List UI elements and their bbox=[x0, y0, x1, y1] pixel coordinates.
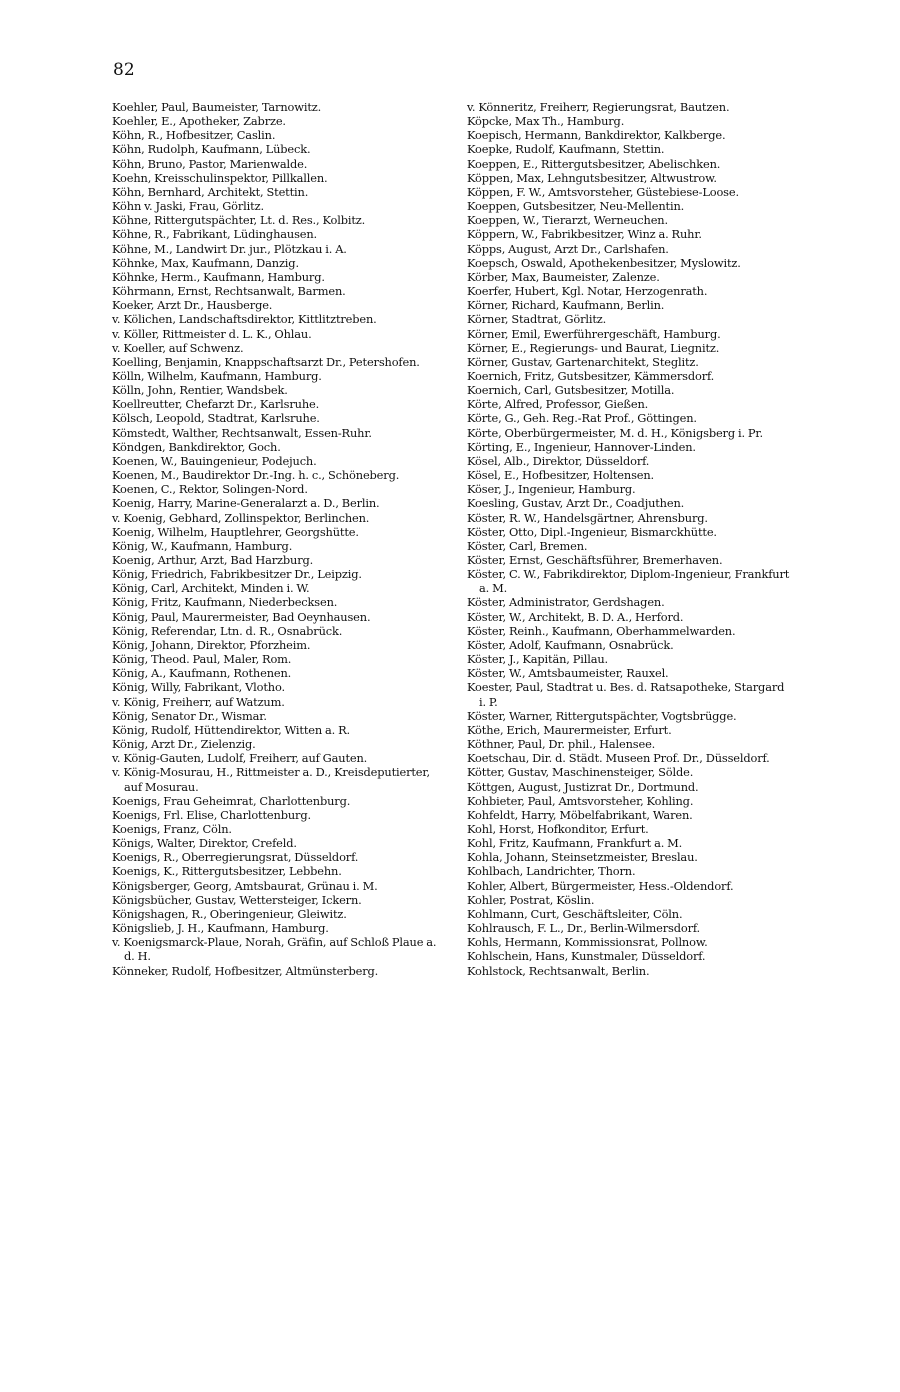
directory-entry: v. König-Gauten, Ludolf, Freiherr, auf Gauten. bbox=[112, 751, 368, 766]
directory-entry: König, Carl, Architekt, Minden i. W. bbox=[112, 581, 310, 596]
directory-entry: Koenigs, K., Rittergutsbesitzer, Lebbehn. bbox=[112, 864, 342, 879]
directory-entry: Koeker, Arzt Dr., Hausberge. bbox=[112, 298, 273, 313]
directory-entry: v. König-Mosurau, H., Rittmeister a. D., Kreisdeputierter, auf Mosurau. bbox=[112, 765, 430, 794]
directory-entry: Köppern, W., Fabrikbesitzer, Winz a. Ruhr. bbox=[467, 227, 702, 242]
directory-entry: Köhn, R., Hofbesitzer, Caslin. bbox=[112, 128, 276, 143]
right-column bbox=[467, 100, 792, 978]
directory-entry: König, Rudolf, Hüttendirektor, Witten a. R. bbox=[112, 722, 351, 737]
directory-entry: Koenigs, Franz, Cöln. bbox=[112, 821, 232, 836]
directory-entry: Königshagen, R., Oberingenieur, Gleiwitz. bbox=[112, 906, 347, 921]
directory-entry: Körner, E., Regierungs- und Baurat, Liegnitz. bbox=[467, 340, 720, 355]
directory-entry: Koepsch, Oswald, Apothekenbesitzer, Myslowitz. bbox=[467, 255, 741, 270]
directory-entry: Köster, Adolf, Kaufmann, Osnabrück. bbox=[467, 637, 674, 652]
directory-entry: Köhnke, Max, Kaufmann, Danzig. bbox=[112, 255, 299, 270]
directory-entry: Koenen, M., Baudirektor Dr.-Ing. h. c., Schöneberg. bbox=[112, 468, 400, 483]
directory-entry: Köhnke, Herm., Kaufmann, Hamburg. bbox=[112, 269, 325, 284]
directory-entry: Koernich, Carl, Gutsbesitzer, Motilla. bbox=[467, 383, 675, 398]
directory-entry: Koenigs, Frau Geheimrat, Charlottenburg. bbox=[112, 793, 351, 808]
directory-entry: König, W., Kaufmann, Hamburg. bbox=[112, 538, 293, 553]
directory-entry: Körner, Stadtrat, Görlitz. bbox=[467, 312, 607, 327]
directory-entry: Köster, Reinh., Kaufmann, Oberhammelwarden. bbox=[467, 623, 736, 638]
directory-entry: Koeppen, W., Tierarzt, Werneuchen. bbox=[467, 213, 668, 228]
directory-entry: Köttgen, August, Justizrat Dr., Dortmund. bbox=[467, 779, 699, 794]
directory-entry: Koehler, Paul, Baumeister, Tarnowitz. bbox=[112, 100, 322, 114]
directory-entry: Koester, Paul, Stadtrat u. Bes. d. Ratsapotheke, Stargard i. P. bbox=[467, 680, 785, 709]
directory-entry: Kohlschein, Hans, Kunstmaler, Düsseldorf. bbox=[467, 949, 706, 964]
left-column bbox=[112, 100, 437, 978]
directory-entry: Köhn, Bernhard, Architekt, Stettin. bbox=[112, 184, 309, 199]
directory-entry: König, Willy, Fabrikant, Vlotho. bbox=[112, 680, 285, 695]
directory-entry: Kohlbach, Landrichter, Thorn. bbox=[467, 864, 636, 879]
directory-entry: Köthner, Paul, Dr. phil., Halensee. bbox=[467, 737, 656, 752]
directory-entry: Kohlstock, Rechtsanwalt, Berlin. bbox=[467, 963, 650, 978]
directory-entry: Köpps, August, Arzt Dr., Carlshafen. bbox=[467, 241, 669, 256]
directory-entry: Köhne, Rittergutspächter, Lt. d. Res., Kolbitz. bbox=[112, 213, 366, 228]
directory-entry: v. Könneritz, Freiherr, Regierungsrat, Bautzen. bbox=[467, 100, 730, 114]
directory-entry: Königsberger, Georg, Amtsbaurat, Grünau i. M. bbox=[112, 878, 378, 893]
directory-entry: Körting, E., Ingenieur, Hannover-Linden. bbox=[467, 439, 696, 454]
directory-entry: Körte, Alfred, Professor, Gießen. bbox=[467, 397, 649, 412]
directory-entry: Kömstedt, Walther, Rechtsanwalt, Essen-Ruhr. bbox=[112, 425, 372, 440]
directory-entry: Kölln, Wilhelm, Kaufmann, Hamburg. bbox=[112, 368, 322, 383]
directory-entry: Kohls, Hermann, Kommissionsrat, Pollnow. bbox=[467, 935, 708, 950]
directory-entry: Könneker, Rudolf, Hofbesitzer, Altmünsterberg. bbox=[112, 963, 379, 978]
directory-entry: König, Fritz, Kaufmann, Niederbecksen. bbox=[112, 595, 338, 610]
directory-entry: Körte, Oberbürgermeister, M. d. H., Königsberg i. Pr. bbox=[467, 425, 763, 440]
directory-entry: Koellreutter, Chefarzt Dr., Karlsruhe. bbox=[112, 397, 320, 412]
directory-entry: Körner, Richard, Kaufmann, Berlin. bbox=[467, 298, 665, 313]
directory-entry: Koepke, Rudolf, Kaufmann, Stettin. bbox=[467, 142, 665, 157]
directory-entry: Köhne, M., Landwirt Dr. jur., Plötzkau i. A. bbox=[112, 241, 347, 256]
directory-entry: Körner, Gustav, Gartenarchitekt, Steglitz. bbox=[467, 354, 699, 369]
directory-entry: Koelling, Benjamin, Knappschaftsarzt Dr., Petershofen. bbox=[112, 354, 420, 369]
directory-entry: König, Arzt Dr., Zielenzig. bbox=[112, 737, 256, 752]
directory-entry: v. Kölichen, Landschaftsdirektor, Kittlitztreben. bbox=[112, 312, 377, 327]
directory-entry: Köster, C. W., Fabrikdirektor, Diplom-Ingenieur, Frankfurt a. M. bbox=[467, 567, 790, 596]
directory-entry: Kötter, Gustav, Maschinensteiger, Sölde. bbox=[467, 765, 694, 780]
directory-entry: Koehler, E., Apotheker, Zabrze. bbox=[112, 114, 286, 129]
directory-entry: Koenig, Arthur, Arzt, Bad Harzburg. bbox=[112, 553, 314, 567]
directory-entry: Koetschau, Dir. d. Städt. Museen Prof. Dr., Düsseldorf. bbox=[467, 751, 770, 766]
directory-entry: v. Koenigsmarck-Plaue, Norah, Gräfin, auf Schloß Plaue a. d. H. bbox=[112, 935, 437, 964]
directory-entry: Koeppen, Gutsbesitzer, Neu-Mellentin. bbox=[467, 199, 685, 214]
directory-entry: Königslieb, J. H., Kaufmann, Hamburg. bbox=[112, 921, 329, 936]
directory-entry: Köster, Carl, Bremen. bbox=[467, 538, 588, 553]
directory-entry: Köndgen, Bankdirektor, Goch. bbox=[112, 439, 281, 454]
directory-entry: Köppen, F. W., Amtsvorsteher, Güstebiese-Loose. bbox=[467, 184, 739, 199]
directory-entry: Koesling, Gustav, Arzt Dr., Coadjuthen. bbox=[467, 496, 685, 511]
directory-entry: Köppen, Max, Lehngutsbesitzer, Altwustrow. bbox=[467, 170, 717, 185]
directory-entry: Köster, W., Amtsbaumeister, Rauxel. bbox=[467, 666, 669, 681]
directory-entry: v. Köller, Rittmeister d. L. K., Ohlau. bbox=[112, 326, 312, 341]
directory-entry: Kohfeldt, Harry, Möbelfabrikant, Waren. bbox=[467, 807, 693, 822]
directory-entry: König, Paul, Maurermeister, Bad Oeynhausen. bbox=[112, 609, 371, 624]
directory-entry: Kohler, Postrat, Köslin. bbox=[467, 892, 595, 907]
directory-entry: König, Senator Dr., Wismar. bbox=[112, 708, 267, 723]
directory-entry: Köhn v. Jaski, Frau, Görlitz. bbox=[112, 199, 264, 214]
directory-entry: Köhrmann, Ernst, Rechtsanwalt, Barmen. bbox=[112, 284, 346, 299]
directory-entry: König, Theod. Paul, Maler, Rom. bbox=[112, 652, 292, 667]
directory-entry: Koepisch, Hermann, Bankdirektor, Kalkberge. bbox=[467, 128, 726, 143]
directory-entry: Köster, Otto, Dipl.-Ingenieur, Bismarckhütte. bbox=[467, 524, 717, 539]
directory-entry: Köser, J., Ingenieur, Hamburg. bbox=[467, 482, 636, 497]
directory-entry: König, Johann, Direktor, Pforzheim. bbox=[112, 637, 311, 652]
directory-entry: Koenen, W., Bauingenieur, Podejuch. bbox=[112, 453, 317, 468]
directory-entry: Köster, W., Architekt, B. D. A., Herford. bbox=[467, 609, 684, 624]
directory-entry: Köhn, Bruno, Pastor, Marienwalde. bbox=[112, 156, 308, 171]
directory-entry: Koenig, Wilhelm, Hauptlehrer, Georgshütte. bbox=[112, 524, 359, 539]
directory-entry: v. Koenig, Gebhard, Zollinspektor, Berlinchen. bbox=[112, 510, 370, 525]
directory-entry: Kohl, Fritz, Kaufmann, Frankfurt a. M. bbox=[467, 836, 683, 851]
directory-entry: v. Koeller, auf Schwenz. bbox=[112, 340, 244, 355]
directory-entry: Kohbieter, Paul, Amtsvorsteher, Kohling. bbox=[467, 793, 694, 808]
directory-entry: Kohler, Albert, Bürgermeister, Hess.-Oldendorf. bbox=[467, 878, 734, 893]
directory-entry: Kohla, Johann, Steinsetzmeister, Breslau. bbox=[467, 850, 698, 865]
directory-entry: Köhne, R., Fabrikant, Lüdinghausen. bbox=[112, 227, 318, 242]
directory-entry: Körner, Emil, Ewerführergeschäft, Hamburg. bbox=[467, 326, 721, 341]
directory-entry: Köster, R. W., Handelsgärtner, Ahrensburg. bbox=[467, 510, 708, 525]
directory-entry: Königsbücher, Gustav, Wettersteiger, Ickern. bbox=[112, 892, 362, 907]
directory-entry: König, A., Kaufmann, Rothenen. bbox=[112, 666, 292, 681]
directory-entry: Köster, Ernst, Geschäftsführer, Bremerhaven. bbox=[467, 553, 723, 567]
directory-entry: König, Friedrich, Fabrikbesitzer Dr., Leipzig. bbox=[112, 567, 362, 582]
directory-entry: Körber, Max, Baumeister, Zalenze. bbox=[467, 269, 660, 284]
directory-entry: Kölln, John, Rentier, Wandsbek. bbox=[112, 383, 288, 398]
directory-entry: Koehn, Kreisschulinspektor, Pillkallen. bbox=[112, 170, 328, 185]
directory-entry: Kösel, Alb., Direktor, Düsseldorf. bbox=[467, 453, 650, 468]
directory-entry: Körte, G., Geh. Reg.-Rat Prof., Göttingen. bbox=[467, 411, 697, 426]
directory-entry: Koenen, C., Rektor, Solingen-Nord. bbox=[112, 482, 308, 497]
directory-entry: Königs, Walter, Direktor, Crefeld. bbox=[112, 836, 297, 851]
directory-entry: Kölsch, Leopold, Stadtrat, Karlsruhe. bbox=[112, 411, 320, 426]
directory-entry: Kohlrausch, F. L., Dr., Berlin-Wilmersdorf. bbox=[467, 921, 701, 936]
directory-entry: Koenigs, R., Oberregierungsrat, Düsseldorf. bbox=[112, 850, 359, 865]
directory-entry: Koenig, Harry, Marine-Generalarzt a. D., Berlin. bbox=[112, 496, 380, 511]
directory-entry: Kösel, E., Hofbesitzer, Holtensen. bbox=[467, 468, 655, 483]
directory-entry: Köthe, Erich, Maurermeister, Erfurt. bbox=[467, 722, 672, 737]
directory-entry: Koenigs, Frl. Elise, Charlottenburg. bbox=[112, 807, 311, 822]
page-number: 82 bbox=[113, 60, 135, 80]
directory-entry: Koernich, Fritz, Gutsbesitzer, Kämmersdorf. bbox=[467, 368, 715, 383]
directory-entry: Koeppen, E., Rittergutsbesitzer, Abelischken. bbox=[467, 156, 721, 171]
directory-entry: v. König, Freiherr, auf Watzum. bbox=[112, 694, 285, 709]
directory-entry: Köpcke, Max Th., Hamburg. bbox=[467, 114, 625, 129]
directory-entry: Koerfer, Hubert, Kgl. Notar, Herzogenrath. bbox=[467, 284, 708, 299]
directory-entry: Köster, J., Kapitän, Pillau. bbox=[467, 652, 609, 667]
directory-entry: Kohl, Horst, Hofkonditor, Erfurt. bbox=[467, 821, 649, 836]
directory-entry: Köster, Administrator, Gerdshagen. bbox=[467, 595, 665, 610]
directory-entry: Köhn, Rudolph, Kaufmann, Lübeck. bbox=[112, 142, 311, 157]
directory-entry: König, Referendar, Ltn. d. R., Osnabrück. bbox=[112, 623, 343, 638]
directory-entry: Kohlmann, Curt, Geschäftsleiter, Cöln. bbox=[467, 906, 683, 921]
directory-entry: Köster, Warner, Rittergutspächter, Vogtsbrügge. bbox=[467, 708, 737, 723]
